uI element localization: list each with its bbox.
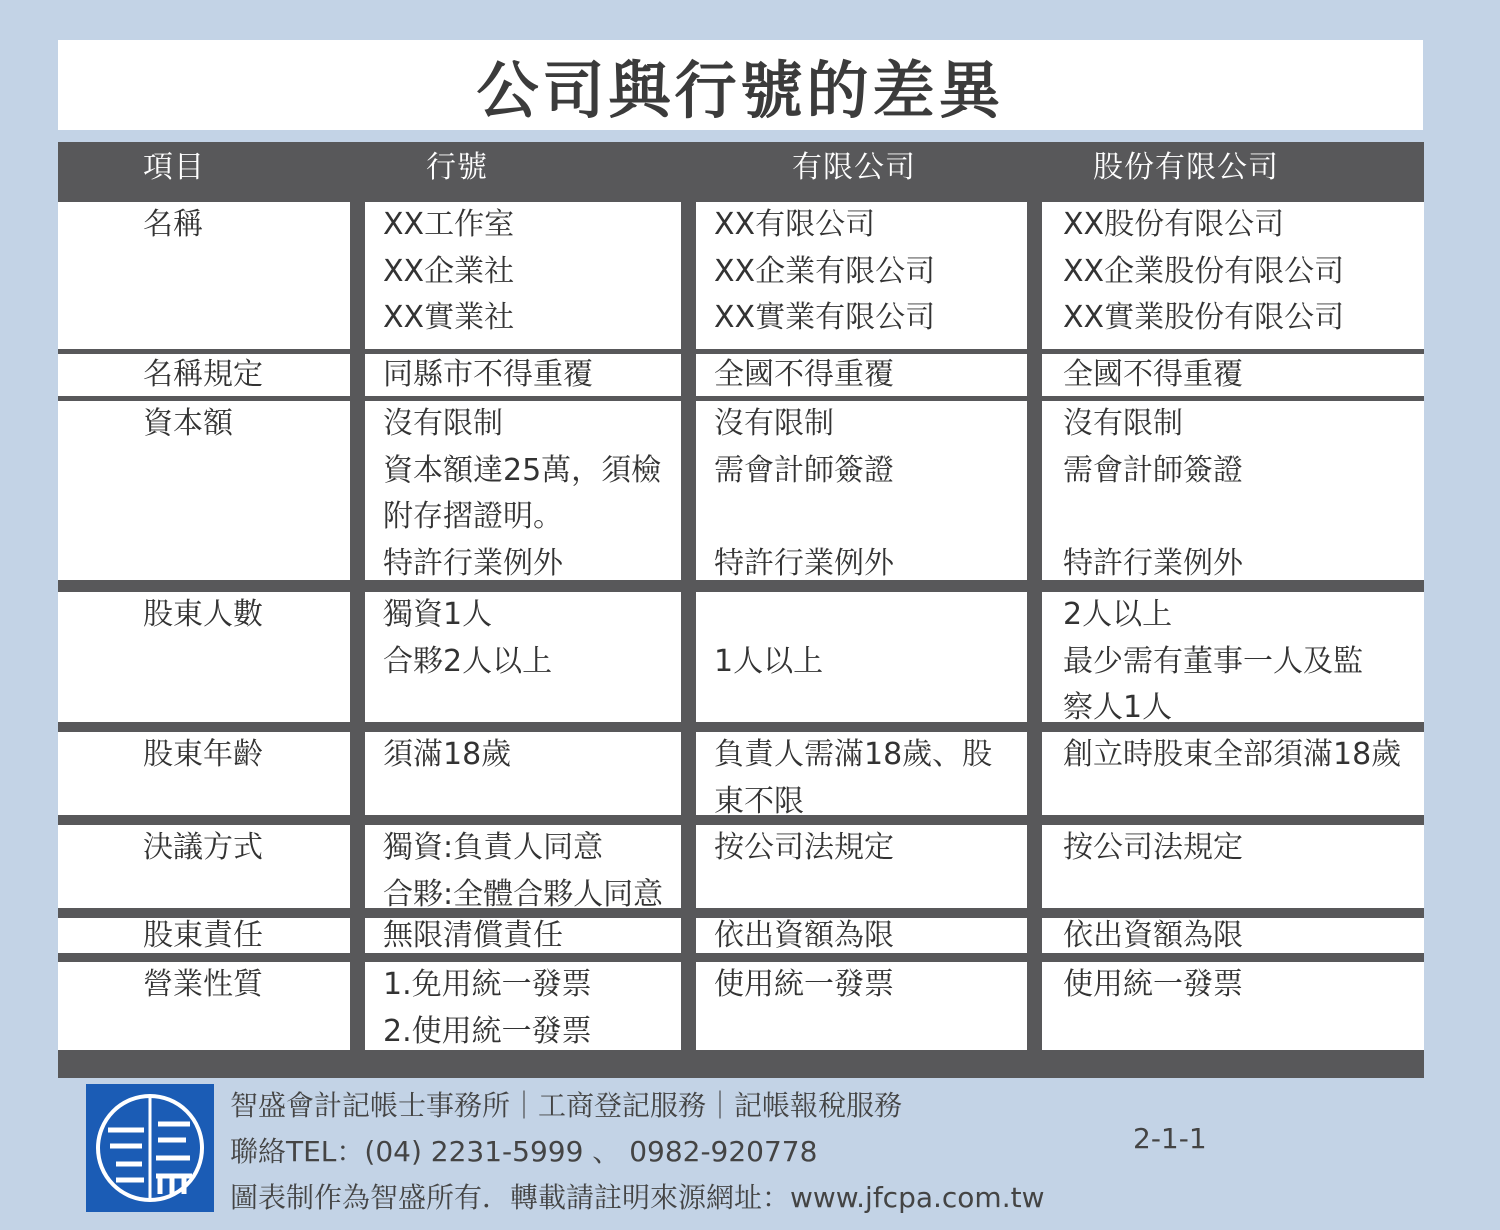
cell-line: 合夥:全體合夥人同意 [383, 876, 664, 908]
footer-services: 智盛會計記帳士事務所｜工商登記服務｜記帳報稅服務 [230, 1089, 903, 1122]
cell-limited-company [696, 592, 1027, 722]
cell-item [58, 732, 350, 815]
logo-mark [86, 1084, 214, 1212]
cell-limited-company [696, 202, 1027, 349]
footer-copyright: 圖表制作為智盛所有．轉載請註明來源網址：www.jfcpa.com.tw [230, 1181, 1045, 1214]
cell-line: 全國不得重覆 [714, 357, 894, 392]
cell-corporation [1042, 592, 1424, 722]
cell-line: 使用統一發票 [1063, 967, 1243, 1002]
cell-item [58, 962, 350, 1050]
cell-line: 無限清償責任 [383, 918, 563, 953]
cell-limited-company [696, 401, 1027, 580]
page-title: 公司與行號的差異 [476, 53, 1005, 127]
row-label: 資本額 [143, 406, 233, 441]
cell-line: 資本額達25萬，須檢 [383, 452, 662, 488]
cell-item [58, 592, 350, 722]
cell-sole-proprietor [365, 962, 681, 1050]
cell-line [1063, 494, 1424, 541]
cell-item [58, 354, 350, 396]
header-limited-company: 有限公司 [792, 150, 916, 185]
cell-line: 附存摺證明。 [383, 499, 563, 534]
cell-line: 須滿18歲 [383, 737, 512, 772]
cell-line: 特許行業例外 [383, 545, 563, 580]
cell-corporation [1042, 962, 1424, 1050]
cell-line: 沒有限制 [714, 406, 834, 441]
cell-line: XX實業股份有限公司 [1063, 300, 1345, 335]
cell-line: 需會計師簽證 [714, 452, 894, 488]
cell-line: XX有限公司 [714, 207, 876, 242]
cell-line: 依出資額為限 [1063, 918, 1243, 953]
comparison-table [58, 142, 1424, 1078]
cell-line: XX企業股份有限公司 [1063, 253, 1345, 289]
cell-corporation [1042, 825, 1424, 908]
cell-line [714, 592, 1027, 639]
cell-corporation [1042, 732, 1424, 815]
row-label: 股東責任 [143, 918, 263, 953]
cell-line: XX工作室 [383, 207, 515, 242]
cell-line: 特許行業例外 [1063, 545, 1243, 580]
footer-contact: 聯絡TEL：(04) 2231-5999 、 0982-920778 [230, 1135, 818, 1168]
cell-item [58, 918, 350, 953]
cell-line: 2人以上 [1063, 597, 1173, 632]
cell-sole-proprietor [365, 918, 681, 953]
cell-line: 沒有限制 [1063, 406, 1183, 441]
row-label: 股東人數 [143, 597, 263, 632]
cell-line: XX實業社 [383, 300, 515, 335]
cell-limited-company [696, 918, 1027, 953]
title-bar [58, 40, 1423, 130]
cell-line: 特許行業例外 [714, 545, 894, 580]
header-corporation: 股份有限公司 [1093, 150, 1279, 185]
cell-line: 使用統一發票 [714, 967, 894, 1002]
cell-line: 創立時股東全部須滿18歲 [1063, 737, 1402, 772]
company-logo [86, 1084, 214, 1212]
cell-line: 同縣市不得重覆 [383, 357, 593, 392]
row-label: 決議方式 [143, 830, 263, 865]
cell-line: XX實業有限公司 [714, 300, 936, 335]
cell-line: 東不限 [714, 783, 804, 815]
cell-line: 獨資:負責人同意 [383, 830, 604, 865]
row-label: 營業性質 [143, 967, 263, 1002]
cell-sole-proprietor [365, 825, 681, 908]
cell-item [58, 202, 350, 349]
cell-sole-proprietor [365, 202, 681, 349]
header-sole-proprietor: 行號 [426, 150, 488, 185]
cell-limited-company [696, 962, 1027, 1050]
row-label: 股東年齡 [143, 737, 263, 772]
row-label: 名稱 [143, 207, 203, 242]
cell-line: XX企業社 [383, 253, 515, 289]
cell-line: 按公司法規定 [1063, 830, 1243, 865]
cell-limited-company [696, 732, 1027, 815]
cell-corporation [1042, 202, 1424, 349]
cell-line: 合夥2人以上 [383, 643, 553, 679]
row-label: 名稱規定 [143, 357, 263, 392]
cell-line: 1.免用統一發票 [383, 967, 592, 1002]
cell-line: XX股份有限公司 [1063, 207, 1285, 242]
cell-line: 察人1人 [1063, 690, 1173, 722]
cell-sole-proprietor [365, 401, 681, 580]
header-item: 項目 [143, 150, 205, 185]
cell-item [58, 401, 350, 580]
cell-line: 負責人需滿18歲、股 [714, 737, 993, 772]
cell-corporation [1042, 401, 1424, 580]
cell-line: 獨資1人 [383, 597, 493, 632]
cell-line: 最少需有董事一人及監 [1063, 643, 1363, 679]
cell-corporation [1042, 918, 1424, 953]
cell-sole-proprietor [365, 592, 681, 722]
cell-corporation [1042, 354, 1424, 396]
cell-line: 依出資額為限 [714, 918, 894, 953]
cell-line: 按公司法規定 [714, 830, 894, 865]
cell-line: 全國不得重覆 [1063, 357, 1243, 392]
cell-limited-company [696, 825, 1027, 908]
cell-limited-company [696, 354, 1027, 396]
cell-line: XX企業有限公司 [714, 253, 936, 289]
cell-line: 2.使用統一發票 [383, 1013, 592, 1049]
cell-line: 沒有限制 [383, 406, 503, 441]
cell-item [58, 825, 350, 908]
page-number: 2-1-1 [1133, 1122, 1207, 1155]
cell-line: 1人以上 [714, 643, 824, 679]
cell-line: 需會計師簽證 [1063, 452, 1243, 488]
cell-line [714, 494, 1027, 541]
cell-sole-proprietor [365, 732, 681, 815]
cell-sole-proprietor [365, 354, 681, 396]
